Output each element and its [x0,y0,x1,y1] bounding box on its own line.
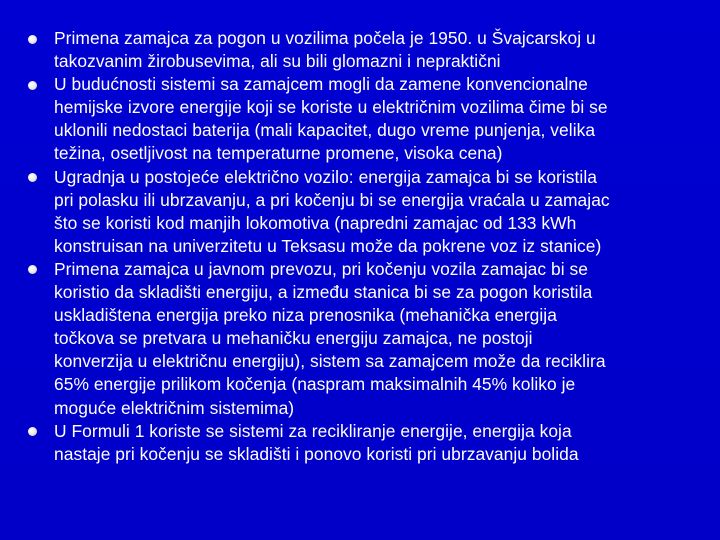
bullet-item [28,27,698,73]
bullet-text: U Formuli 1 koriste se sistemi za recikliranje energije, energija koja nastaje pri kočenju se skladišti i ponovo koristi pri ubrzavanju bolida [54,420,579,464]
bullet-dot-icon [28,173,37,182]
bullet-text: U budućnosti sistemi sa zamajcem mogli da zamene konvencionalne hemijske izvore energije koji se koriste u električnim vozilima čime bi se uklonili nedostaci baterija (mali kapacitet, dugo vreme punjenja, velika težina, osetljivost na temperaturne promene, visoka cena) [54,74,608,164]
bullet-text: Ugradnja u postojeće električno vozilo: energija zamajca bi se koristila pri polasku ili ubrzavanju, a pri kočenju bi se energija vraćala u zamajac što se koristi kod manjih lokomotiva (napredni zamajac od 133 kWh konstruisan na univerzitetu u Teksasu može da pokrene voz iz stanice) [54,166,610,256]
bullet-dot-icon [28,35,37,44]
bullet-dot-icon [28,427,37,436]
bullet-dot-icon [28,265,37,274]
bullet-list [28,27,698,466]
bullet-text: Primena zamajca u javnom prevozu, pri kočenju vozila zamajac bi se koristio da skladišti energiju, a između stanica bi se za pogon koristila uskladištena energija preko niza prenosnika (mehanička energija točkova se pretvara u mehaničku energiju zamajca, ne postoji konverzija u električnu energiju), sistem sa zamajcem može da reciklira 65% energije prilikom kočenja (naspram maksimalnih 45% koliko je moguće električnim sistemima) [54,258,606,418]
bullet-text: Primena zamajca za pogon u vozilima počela je 1950. u Švajcarskoj u takozvanim žirobusevima, ali su bili glomazni i nepraktični [54,28,596,72]
bullet-dot-icon [28,81,37,90]
bullet-item [28,73,698,165]
bullet-item [28,166,698,258]
bullet-item [28,258,698,420]
bullet-item [28,420,698,466]
